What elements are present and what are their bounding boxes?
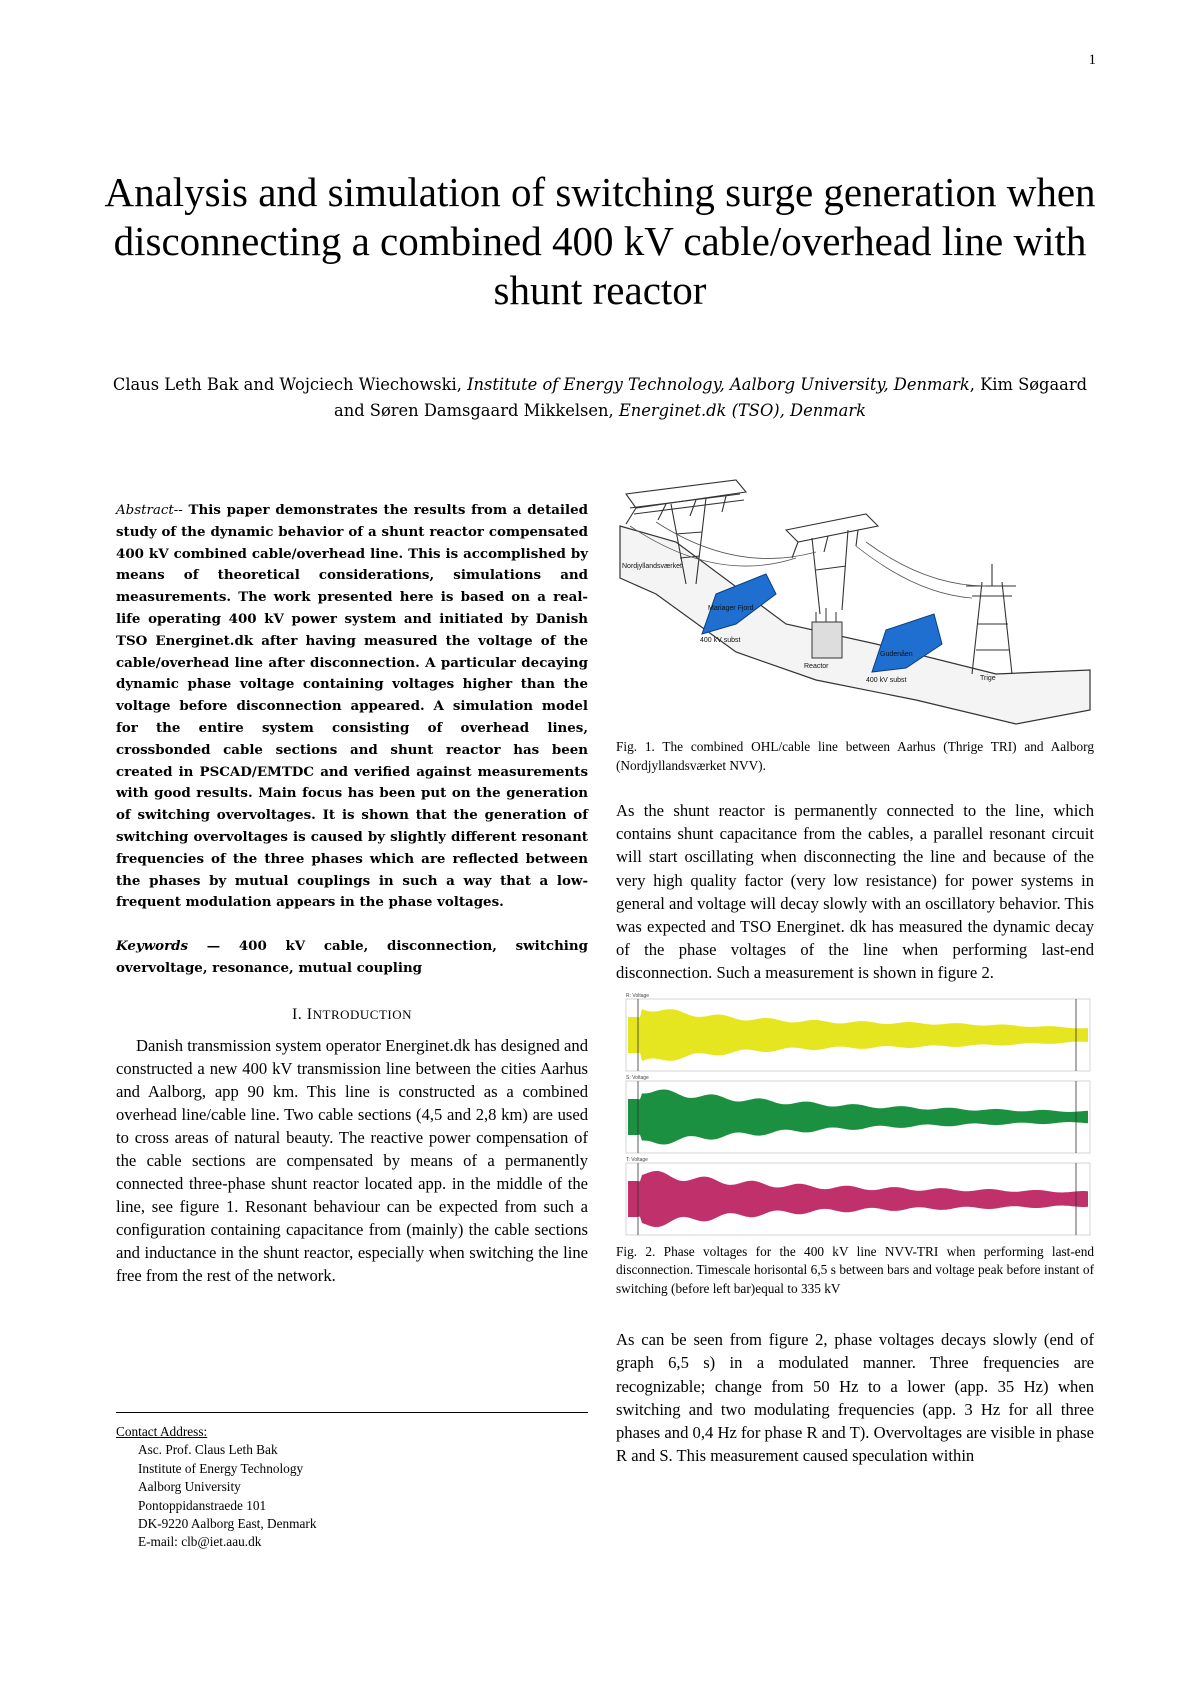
contact-address — [116, 1412, 588, 1552]
right-column — [616, 474, 1094, 1467]
keywords-label: Keywords — [116, 938, 189, 955]
contact-line: Aalborg University — [138, 1479, 241, 1495]
fig1-label-reactor: Reactor — [804, 663, 829, 670]
contact-line: Institute of Energy Technology — [138, 1460, 304, 1476]
fig1-label-kv-subst-1: 400 kV subst — [700, 637, 741, 644]
abstract-label: Abstract-- — [116, 503, 183, 518]
fig1-label-gudenaa: Gudenåen — [880, 651, 913, 658]
contact-line: DK-9220 Aalborg East, Denmark — [138, 1516, 317, 1532]
fig2-channel-label-r: R: Voltage — [626, 992, 650, 999]
author-affiliation-1: Institute of Energy Technology, Aalborg University, Denmark — [467, 375, 970, 394]
abstract — [116, 500, 588, 914]
fig1-label-nvv: Nordjyllandsværket — [622, 563, 682, 570]
right-paragraph-2: As can be seen from figure 2, phase voltages decays slowly (end of graph 6,5 s) in a modulated manner. Three frequencies are recognizable; change from 50 Hz to a lower (app. 35 Hz) when switching and two modulating frequencies (app. 3 Hz for all three phases and 0,4 Hz for phase R and T). Overvoltages are visible in phase R and S. This measurement caused speculation within — [616, 1330, 1094, 1466]
transmission-tower-icon — [966, 564, 1016, 674]
figure-1-line-illustration — [616, 474, 1094, 736]
fig2-channel-label-s: S: Voltage — [626, 1074, 649, 1081]
figure-2-caption: Fig. 2. Phase voltages for the 400 kV line NVV-TRI when performing last-end disconnection. Timescale horisontal 6,5 s between bars and voltage peak before instant of switching (before left bar)equal to 335 kV — [616, 1243, 1094, 1296]
paper-title: Analysis and simulation of switching surge generation when disconnecting a combined 400 kV cable/overhead line with shunt reactor — [104, 169, 1096, 313]
page-number: 1 — [1088, 52, 1096, 68]
contact-lines — [138, 1441, 588, 1551]
fig2-pre-switch-trace — [628, 1099, 638, 1135]
intro-paragraph: Danish transmission system operator Energinet.dk has designed and constructed a new 400 kV transmission line between the cities Aarhus and Aalborg, app 90 km. This line is constructed as a combined overhead line/cable line. Two cable sections (4,5 and 2,8 km) are used to cross areas of natural beauty. The reactive power compensation of the cable sections are compensated by means of a permanently connected three-phase shunt reactor located app. in the middle of the line, see figure 1. Resonant behaviour can be expected from such a configuration containing capacitance from (mainly) the cable sections and inductance in the shunt reactor, especially when switching the line free from the rest of the network. — [116, 1035, 588, 1285]
figure-1-caption: Fig. 1. The combined OHL/cable line between Aarhus (Thrige TRI) and Aalborg (Nordjyllandsværket NVV). — [616, 739, 1094, 773]
figure-2-phase-voltage-plot — [616, 991, 1094, 1241]
right-paragraph-1: As the shunt reactor is permanently connected to the line, which contains shunt capacitance from the cables, a parallel resonant circuit will start oscillating when disconnecting the line and because of the very high quality factor (very low resistance) for power systems in general and voltage will decay slowly with an oscillatory behavior. This was expected and TSO Energinet. dk has measured the dynamic decay of the phase voltages of the line when performing last-end disconnection. Such a measurement is shown in figure 2. — [616, 801, 1094, 983]
shunt-reactor-icon — [812, 608, 842, 658]
keywords-text: — 400 kV cable, disconnection, switching overvoltage, resonance, mutual coupling — [116, 938, 588, 976]
keywords — [116, 936, 588, 980]
fig1-label-kv-subst-2: 400 kV subst — [866, 677, 907, 684]
transmission-tower-icon — [786, 514, 878, 614]
abstract-text: This paper demonstrates the results from a detailed study of the dynamic behavior of a shunt reactor compensated 400 kV combined cable/overhead line. This is accomplished by means of theoretical considerations, simulations and measurements. The work presented here is based on a real-life operating 400 kV power system and initiated by Danish TSO Energinet.dk after having measured the voltage of the cable/overhead line after disconnection. A particular decaying dynamic phase voltage containing voltages higher than the voltage before disconnection appeared. A simulation model for the entire system consisting of overhead lines, crossbonded cable sections and shunt reactor has been created in PSCAD/EMTDC and verified against measurements with good results. Main focus has been put on the generation of switching overvoltages. It is shown that the generation of switching overvoltages is caused by slightly different resonant frequencies of the three phases which are reflected between the phases by mutual couplings in such a way that a low-frequent modulation appears in the phase voltages. — [116, 502, 588, 911]
fig2-pre-switch-trace — [628, 1017, 638, 1053]
left-column — [116, 500, 588, 1287]
author-names-2: , Kim Søgaard and Søren Damsgaard Mikkelsen, — [334, 375, 1088, 420]
contact-title: Contact Address: — [116, 1424, 208, 1439]
fig1-label-mariager: Mariager Fjord — [708, 605, 754, 612]
fig1-label-tri: Trige — [980, 675, 996, 682]
section-title-rest: NTRODUCTION — [312, 1006, 413, 1022]
section-heading-introduction — [116, 1006, 588, 1024]
contact-line: Pontoppidanstraede 101 — [138, 1497, 267, 1513]
fig2-pre-switch-trace — [628, 1181, 638, 1217]
author-names-1: Claus Leth Bak and Wojciech Wiechowski, — [112, 375, 468, 394]
author-affiliation-2: Energinet.dk (TSO), Denmark — [618, 401, 866, 420]
fig2-channel-label-t: T: Voltage — [626, 1156, 648, 1163]
section-first-letter: I — [306, 1005, 313, 1023]
contact-line: E-mail: clb@iet.aau.dk — [138, 1534, 262, 1550]
section-number: I. — [291, 1005, 303, 1023]
contact-line: Asc. Prof. Claus Leth Bak — [138, 1442, 278, 1458]
author-block — [100, 372, 1100, 424]
